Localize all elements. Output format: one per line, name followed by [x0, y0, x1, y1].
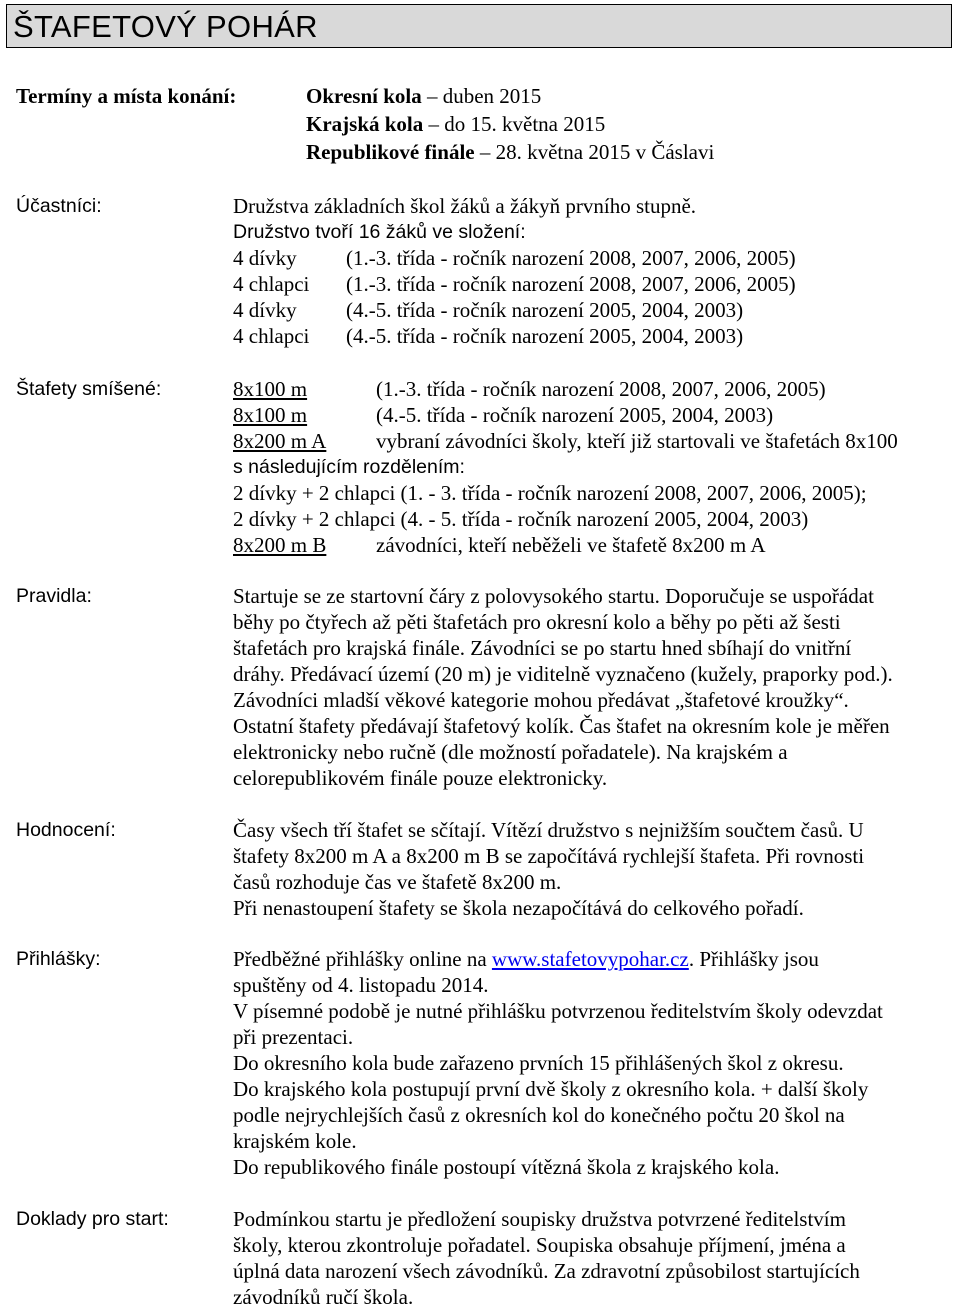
applications-line: podle nejrychlejších časů z okresních kol do konečného počtu 20 škol na: [233, 1103, 845, 1127]
participants-desc: (4.-5. třída - ročník narození 2005, 2004, 2003): [346, 298, 744, 322]
applications-line: Do okresního kola bude zařazeno prvních 15 přihlášených škol z okresu.: [233, 1051, 844, 1075]
terms-row-name: Okresní kola: [306, 84, 422, 108]
terms-row-rest: – duben 2015: [421, 84, 542, 108]
rules-line: Závodníci mladší věkové kategorie mohou předávat „štafetové kroužky“.: [233, 688, 849, 712]
page-title: ŠTAFETOVÝ POHÁR: [13, 9, 318, 44]
participants-who: 4 chlapci: [233, 272, 310, 296]
rules-line: elektronicky nebo ručně (dle možností pořadatele). Na krajském a: [233, 740, 788, 764]
participants-who: 4 dívky: [233, 298, 297, 322]
relay-desc: vybraní závodníci školy, kteří již startovali ve štafetách 8x100: [376, 429, 898, 453]
terms-row-name: Republikové finále: [306, 140, 475, 164]
documents-line: závodníků ručí škola.: [233, 1285, 414, 1309]
applications-line: při prezentaci.: [233, 1025, 354, 1049]
documents-line: Podmínkou startu je předložení soupisky družstva potvrzené ředitelstvím: [233, 1207, 846, 1231]
participants-label: Účastníci:: [16, 195, 102, 217]
evaluation-line: časů rozhoduje čas ve štafetě 8x200 m.: [233, 870, 562, 894]
evaluation-line: štafety 8x200 m A a 8x200 m B se započítává rychlejší štafeta. Při rovnosti: [233, 844, 865, 868]
applications-label: Přihlášky:: [16, 948, 101, 970]
relay-desc: (1.-3. třída - ročník narození 2008, 2007, 2006, 2005): [376, 377, 826, 401]
documents-label: Doklady pro start:: [16, 1208, 169, 1230]
terms-row-name: Krajská kola: [306, 112, 424, 136]
evaluation-label: Hodnocení:: [16, 819, 116, 841]
rules-label: Pravidla:: [16, 585, 92, 607]
rules-line: běhy po čtyřech až pěti štafetách pro okresní kolo a běhy po pěti až šesti: [233, 610, 841, 634]
participants-who: 4 chlapci: [233, 324, 310, 348]
terms-row: [306, 111, 605, 137]
applications-line: spuštěny od 4. listopadu 2014.: [233, 973, 489, 997]
participants-line: Družstva základních škol žáků a žákyň prvního stupně.: [233, 194, 697, 218]
website-link[interactable]: www.stafetovypohar.cz: [491, 947, 689, 971]
applications-line: Do krajského kola postupují první dvě školy z okresního kola. + další školy: [233, 1077, 869, 1101]
participants-desc: (1.-3. třída - ročník narození 2008, 2007, 2006, 2005): [346, 246, 796, 270]
applications-line: krajském kole.: [233, 1129, 357, 1153]
terms-row-rest: – 28. května 2015 v Čáslavi: [474, 140, 715, 164]
relays-label: Štafety smíšené:: [16, 378, 162, 400]
terms-row: [306, 139, 714, 165]
rules-line: Ostatní štafety předávají štafetový kolík. Čas štafet na okresním kole je měřen: [233, 714, 890, 738]
relay-name: 8x100 m: [233, 403, 308, 427]
applications-line: Do republikového finále postoupí vítězná škola z krajského kola.: [233, 1155, 780, 1179]
applications-text: Předběžné přihlášky online na: [233, 947, 492, 971]
applications-text: . Přihlášky jsou: [688, 947, 819, 971]
relay-name: 8x200 m A: [233, 429, 327, 453]
applications-line: V písemné podobě je nutné přihlášku potvrzenou ředitelstvím školy odevzdat: [233, 999, 883, 1023]
rules-line: Startuje se ze startovní čáry z polovysokého startu. Doporučuje se uspořádat: [233, 584, 874, 608]
participants-who: 4 dívky: [233, 246, 297, 270]
relay-note: 2 dívky + 2 chlapci (1. - 3. třída - ročník narození 2008, 2007, 2006, 2005);: [233, 481, 867, 505]
relay-name: 8x200 m B: [233, 533, 327, 557]
title-box: [6, 4, 952, 48]
terms-row-rest: – do 15. května 2015: [423, 112, 606, 136]
documents-line: úplná data narození všech závodníků. Za zdravotní způsobilost startujících: [233, 1259, 860, 1283]
relay-desc: závodníci, kteří neběželi ve štafetě 8x200 m A: [376, 533, 766, 557]
relay-desc: (4.-5. třída - ročník narození 2005, 2004, 2003): [376, 403, 774, 427]
participants-desc: (1.-3. třída - ročník narození 2008, 2007, 2006, 2005): [346, 272, 796, 296]
rules-line: štafetách pro krajská finále. Závodníci se po startu hned sbíhají do vnitřní: [233, 636, 852, 660]
relay-name: 8x100 m: [233, 377, 308, 401]
relay-note: 2 dívky + 2 chlapci (4. - 5. třída - ročník narození 2005, 2004, 2003): [233, 507, 809, 531]
rules-line: dráhy. Předávací území (20 m) je viditelně vyznačeno (kužely, praporky pod.).: [233, 662, 893, 686]
terms-label: Termíny a místa konání:: [16, 84, 237, 108]
evaluation-line: Časy všech tří štafet se sčítají. Vítězí družstvo s nejnižším součtem časů. U: [233, 818, 864, 842]
applications-line: [233, 946, 819, 972]
evaluation-line: Při nenastoupení štafety se škola nezapočítává do celkového pořadí.: [233, 896, 804, 920]
documents-line: školy, kterou zkontroluje pořadatel. Soupiska obsahuje příjmení, jména a: [233, 1233, 846, 1257]
participants-line: Družstvo tvoří 16 žáků ve složení:: [233, 221, 526, 243]
participants-desc: (4.-5. třída - ročník narození 2005, 2004, 2003): [346, 324, 744, 348]
rules-line: celorepublikovém finále pouze elektronicky.: [233, 766, 608, 790]
terms-row: [306, 83, 541, 109]
relay-note: s následujícím rozdělením:: [233, 456, 465, 478]
